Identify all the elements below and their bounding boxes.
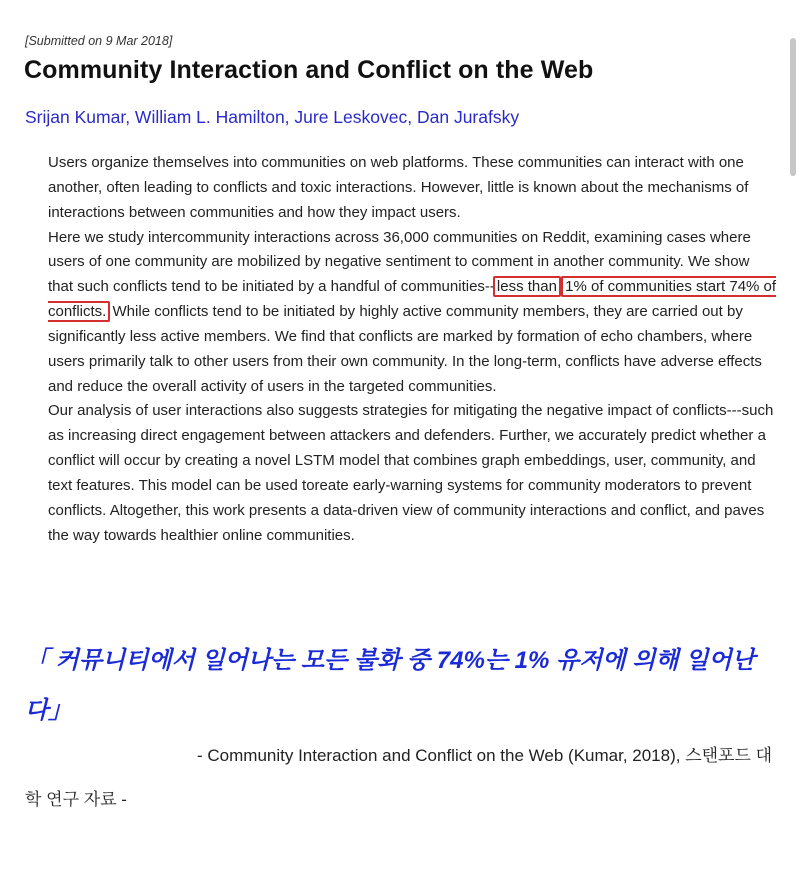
korean-quote: 「 커뮤니티에서 일어나는 모든 불화 중 74%는 1% 유저에 의해 일어난다」 bbox=[25, 647, 755, 724]
source-citation: - Community Interaction and Conflict on the Web (Kumar, 2018), 스탠포드 대학 연구 자료 - bbox=[25, 746, 773, 809]
abstract-paragraph-3: Our analysis of user interactions also suggests strategies for mitigating the negative impact of conflicts---such as increasing direct engagement between attackers and defenders. Further, we accurately predict whether a conflict will occur by creating a novel LSTM model that combines graph embeddings, user, community, and text features. This model can be used toreate early-warning systems for community moderators to prevent conflicts. Altogether, this work presents a data-driven view of community interactions and conflict, and paves the way towards healthier online communities. bbox=[48, 402, 774, 544]
author-link[interactable]: Jure Leskovec bbox=[294, 107, 408, 127]
scrollbar-thumb[interactable] bbox=[790, 38, 796, 176]
author-separator: , bbox=[125, 107, 135, 127]
author-link[interactable]: Dan Jurafsky bbox=[416, 107, 520, 127]
highlight-box: less than bbox=[493, 276, 561, 297]
author-link[interactable]: William L. Hamilton bbox=[134, 107, 285, 127]
submission-date: [Submitted on 9 Mar 2018] bbox=[25, 34, 173, 48]
abstract-text: While conflicts tend to be initiated by highly active community members, they are carried out by significantly less active members. We find that conflicts are marked by formation of echo chambers, where users primarily talk to other users from their own community. In the long-term, conflicts have adverse effects and reduce the overall activity of users in the targeted communities. bbox=[48, 303, 762, 395]
abstract bbox=[48, 151, 778, 549]
abstract-text: Here we study intercommunity interactions across 36,000 communities on Reddit, examining cases where users of one community are mobilized by negative sentiment to comment in another community. We show that such conflicts tend to be initiated by a handful of communities-- bbox=[48, 228, 751, 296]
author-list bbox=[25, 107, 519, 128]
paper-title: Community Interaction and Conflict on the Web bbox=[24, 56, 594, 84]
author-separator: , bbox=[407, 107, 417, 127]
abstract-paragraph-1: Users organize themselves into communities on web platforms. These communities can interact with one another, often leading to conflicts and toxic interactions. However, little is known about the mechanisms of interactions between communities and how they impact users. bbox=[48, 154, 749, 221]
author-link[interactable]: Srijan Kumar bbox=[25, 107, 126, 127]
highlight-box: 1% of communities start 74% of conflicts. bbox=[48, 278, 777, 321]
abstract-paragraph-2 bbox=[48, 226, 778, 400]
author-separator: , bbox=[284, 107, 295, 127]
